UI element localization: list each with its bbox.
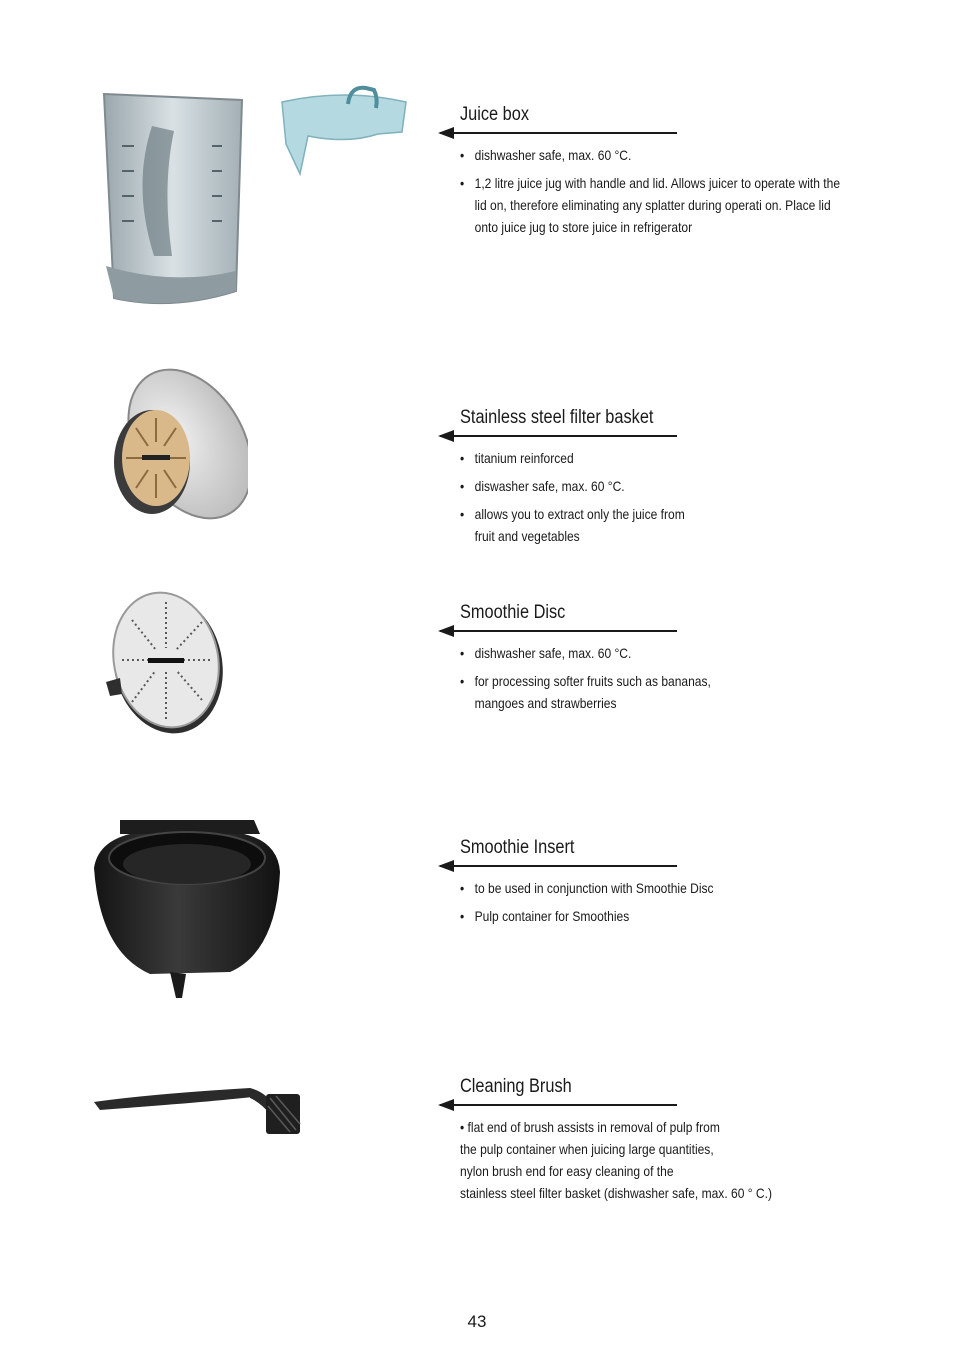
text-line: nylon brush end for easy cleaning of the xyxy=(460,1163,674,1179)
juice-jug-lid-image xyxy=(278,84,410,176)
text-line: the pulp container when juicing large quantities, xyxy=(460,1141,714,1157)
list-item: • dishwasher safe, max. 60 °C. xyxy=(460,144,853,166)
arrow-rule xyxy=(440,435,677,437)
list-item: • dishwasher safe, max. 60 °C. xyxy=(460,642,853,664)
list-item: • titanium reinforced xyxy=(460,447,853,469)
arrow-rule xyxy=(440,630,677,632)
section-title: Cleaning Brush xyxy=(460,1076,572,1097)
juice-jug-image xyxy=(92,86,252,316)
filter-basket-image xyxy=(100,362,248,530)
list-item: • diswasher safe, max. 60 °C. xyxy=(460,475,853,497)
list-item: • for processing softer fruits such as bananas, mangoes and strawberries xyxy=(460,670,733,714)
text-line: stainless steel filter basket (dishwasher safe, max. 60 ° C.) xyxy=(460,1185,772,1201)
list-item: • 1,2 litre juice jug with handle and lid. Allows juicer to operate with the lid on, therefore eliminating any splatter during operati on. Place lid onto juice jug to store juice in refrigerator xyxy=(460,172,853,238)
bullet-list xyxy=(460,877,860,927)
arrow-rule xyxy=(440,1104,677,1106)
cleaning-brush-image xyxy=(90,1072,312,1154)
description-paragraph xyxy=(460,1116,838,1204)
section-title: Stainless steel filter basket xyxy=(460,407,654,428)
smoothie-disc-image xyxy=(102,590,226,740)
list-item: • to be used in conjunction with Smoothie Disc xyxy=(460,877,853,899)
list-item: • Pulp container for Smoothies xyxy=(460,905,853,927)
smoothie-insert-image xyxy=(90,812,284,1002)
bullet-list xyxy=(460,144,860,238)
arrow-rule xyxy=(440,865,677,867)
list-item: • allows you to extract only the juice from fruit and vegetables xyxy=(460,503,698,547)
arrow-rule xyxy=(440,132,677,134)
bullet-list xyxy=(460,447,860,547)
section-title: Smoothie Insert xyxy=(460,837,575,858)
text-line: • flat end of brush assists in removal of pulp from xyxy=(460,1119,720,1135)
section-title: Juice box xyxy=(460,104,530,125)
bullet-list xyxy=(460,642,860,714)
section-title: Smoothie Disc xyxy=(460,602,566,623)
page-number: 43 xyxy=(467,1312,487,1331)
